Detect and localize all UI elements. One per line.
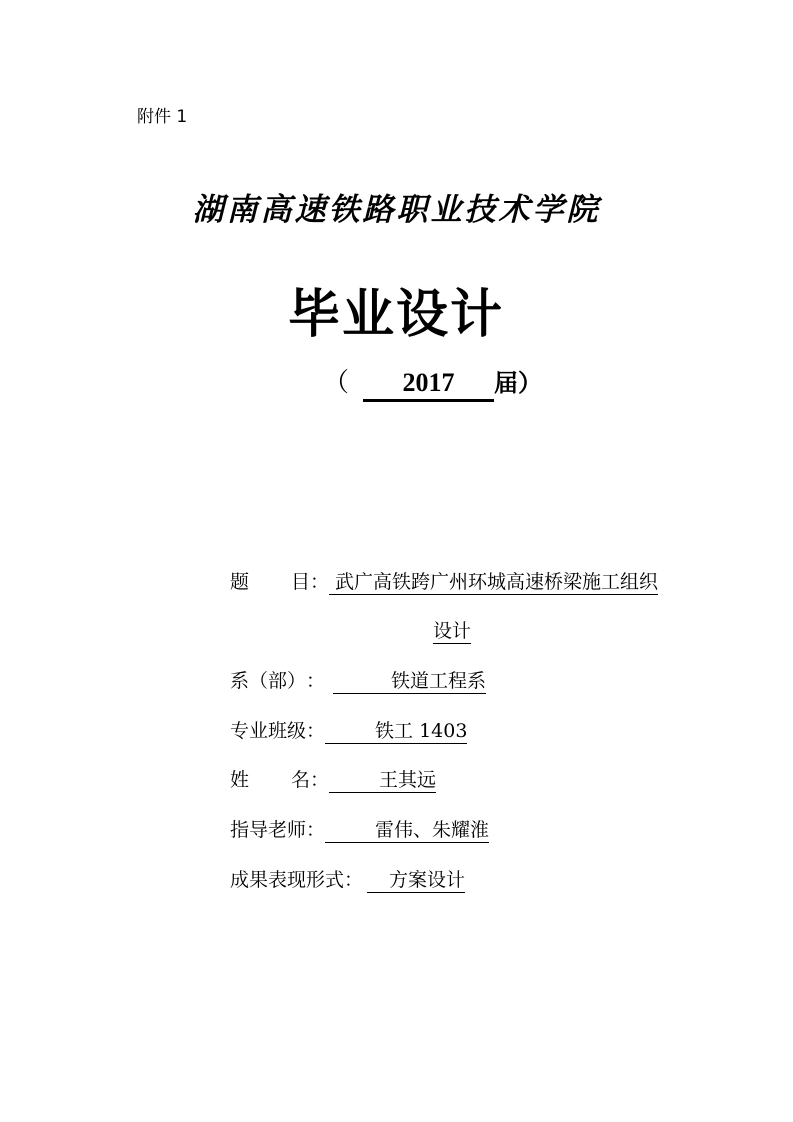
name-label-last: 名	[290, 769, 310, 791]
field-topic	[230, 569, 658, 595]
field-major-class	[230, 718, 467, 744]
name-colon: ：	[310, 769, 330, 791]
department-colon: ：	[306, 670, 326, 692]
department-value: 铁道工程系	[333, 669, 486, 694]
name-label	[230, 767, 310, 793]
advisor-label: 指导老师	[230, 819, 307, 841]
graduation-year: 2017	[363, 367, 494, 402]
department-label: 系（部）	[230, 670, 307, 692]
attachment-label: 附件 1	[137, 107, 188, 127]
major-class-label: 专业班级	[230, 720, 307, 742]
topic-label-first: 题	[230, 571, 250, 593]
topic-colon: ：	[310, 571, 330, 593]
field-department	[230, 668, 486, 694]
field-advisor	[230, 817, 489, 843]
major-class-value: 铁工 1403	[325, 719, 467, 744]
graduation-year-line	[323, 364, 542, 402]
topic-value: 武广高铁跨广州环城高速桥梁施工组织	[329, 570, 658, 595]
document-title: 毕业设计	[288, 285, 505, 345]
year-suffix: 届）	[494, 369, 543, 397]
field-name	[230, 767, 436, 793]
year-open-paren: （	[323, 368, 350, 398]
result-form-label: 成果表现形式	[230, 869, 345, 891]
name-label-first: 姓	[230, 769, 250, 791]
college-name: 湖南高速铁路职业技术学院	[192, 192, 601, 228]
topic-label	[230, 569, 310, 595]
name-value: 王其远	[329, 768, 436, 793]
advisor-value: 雷伟、朱耀淮	[325, 818, 489, 843]
result-form-colon: ：	[344, 869, 364, 891]
result-form-value: 方案设计	[367, 868, 465, 893]
advisor-colon: ：	[306, 819, 326, 841]
topic-label-last: 目	[290, 571, 310, 593]
topic-value-continued: 设计	[433, 620, 472, 642]
major-class-colon: ：	[306, 720, 326, 742]
field-result-form	[230, 867, 465, 893]
